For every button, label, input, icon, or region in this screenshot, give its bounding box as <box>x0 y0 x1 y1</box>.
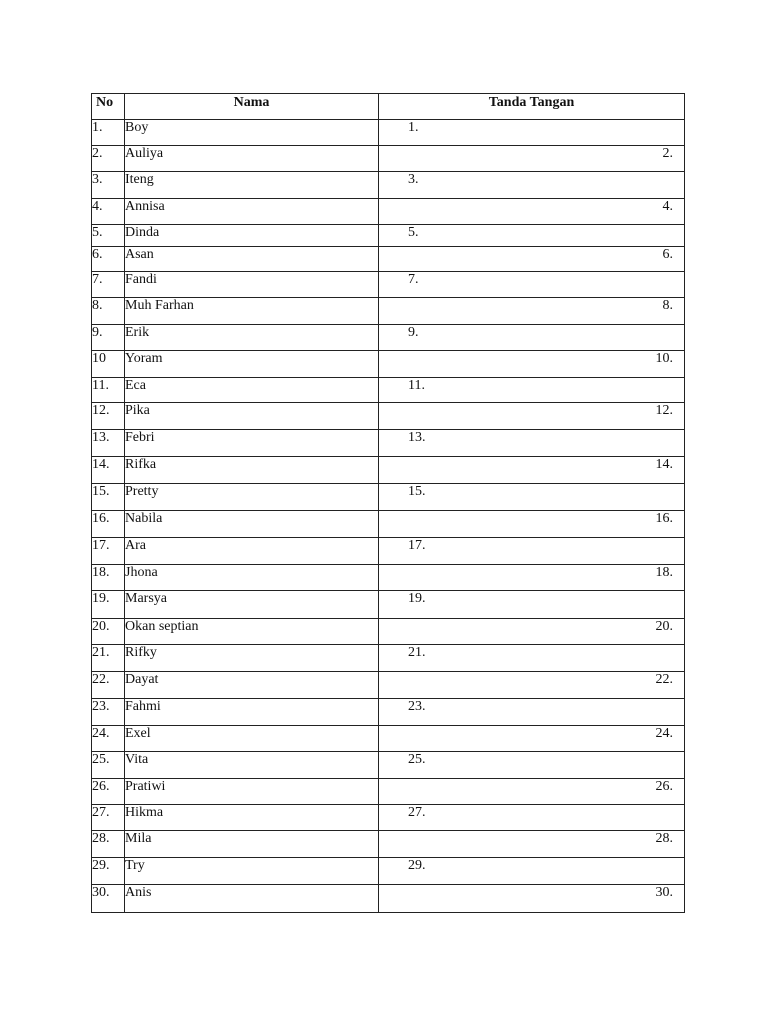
signature-cell[interactable]: 4. <box>379 199 685 225</box>
row-number: 5. <box>92 225 125 247</box>
row-name: Erik <box>125 325 379 351</box>
row-name: Eca <box>125 378 379 403</box>
signature-cell[interactable]: 2. <box>379 146 685 172</box>
table-row <box>92 120 685 146</box>
signature-cell[interactable]: 20. <box>379 619 685 645</box>
row-name: Okan septian <box>125 619 379 645</box>
row-number: 6. <box>92 247 125 272</box>
table-row <box>92 619 685 645</box>
table-row <box>92 805 685 831</box>
signature-cell[interactable]: 23. <box>379 699 685 726</box>
signature-cell[interactable]: 13. <box>379 430 685 457</box>
signature-cell[interactable]: 9. <box>379 325 685 351</box>
signature-cell[interactable]: 18. <box>379 565 685 591</box>
table-row <box>92 831 685 858</box>
row-number: 15. <box>92 484 125 511</box>
row-number: 30. <box>92 885 125 913</box>
table-row <box>92 699 685 726</box>
signature-cell[interactable]: 15. <box>379 484 685 511</box>
row-name: Nabila <box>125 511 379 538</box>
table-row <box>92 591 685 619</box>
row-name: Fandi <box>125 272 379 298</box>
row-name: Auliya <box>125 146 379 172</box>
signature-cell[interactable]: 22. <box>379 672 685 699</box>
row-number: 7. <box>92 272 125 298</box>
row-number: 19. <box>92 591 125 619</box>
row-number: 13. <box>92 430 125 457</box>
row-name: Rifka <box>125 457 379 484</box>
table-row <box>92 484 685 511</box>
table-row <box>92 378 685 403</box>
row-name: Mila <box>125 831 379 858</box>
row-name: Boy <box>125 120 379 146</box>
row-name: Asan <box>125 247 379 272</box>
row-name: Exel <box>125 726 379 752</box>
table-row <box>92 298 685 325</box>
row-name: Annisa <box>125 199 379 225</box>
row-number: 28. <box>92 831 125 858</box>
signature-cell[interactable]: 26. <box>379 779 685 805</box>
signature-cell[interactable]: 30. <box>379 885 685 913</box>
row-number: 14. <box>92 457 125 484</box>
table-row <box>92 225 685 247</box>
table-row <box>92 247 685 272</box>
signature-cell[interactable]: 7. <box>379 272 685 298</box>
row-number: 22. <box>92 672 125 699</box>
signature-cell[interactable]: 10. <box>379 351 685 378</box>
table-row <box>92 672 685 699</box>
signature-cell[interactable]: 25. <box>379 752 685 779</box>
row-number: 12. <box>92 403 125 430</box>
row-name: Yoram <box>125 351 379 378</box>
row-name: Fahmi <box>125 699 379 726</box>
table-row <box>92 199 685 225</box>
row-number: 25. <box>92 752 125 779</box>
signature-cell[interactable]: 5. <box>379 225 685 247</box>
table-row <box>92 430 685 457</box>
row-number: 20. <box>92 619 125 645</box>
table-row <box>92 538 685 565</box>
row-number: 11. <box>92 378 125 403</box>
table-row <box>92 779 685 805</box>
signature-cell[interactable]: 1. <box>379 120 685 146</box>
row-number: 3. <box>92 172 125 199</box>
row-name: Dinda <box>125 225 379 247</box>
table-row <box>92 351 685 378</box>
row-number: 10 <box>92 351 125 378</box>
row-name: Pretty <box>125 484 379 511</box>
table-row <box>92 726 685 752</box>
row-name: Marsya <box>125 591 379 619</box>
row-number: 27. <box>92 805 125 831</box>
table-row <box>92 752 685 779</box>
row-number: 2. <box>92 146 125 172</box>
row-name: Jhona <box>125 565 379 591</box>
row-number: 21. <box>92 645 125 672</box>
row-name: Dayat <box>125 672 379 699</box>
header-no: No <box>92 94 125 120</box>
signature-cell[interactable]: 12. <box>379 403 685 430</box>
row-name: Vita <box>125 752 379 779</box>
header-signature: Tanda Tangan <box>379 94 685 120</box>
signature-cell[interactable]: 27. <box>379 805 685 831</box>
row-name: Pika <box>125 403 379 430</box>
table-row <box>92 885 685 913</box>
table-row <box>92 565 685 591</box>
row-number: 1. <box>92 120 125 146</box>
table-row <box>92 325 685 351</box>
table-row <box>92 272 685 298</box>
signature-cell[interactable]: 24. <box>379 726 685 752</box>
row-number: 24. <box>92 726 125 752</box>
table-row <box>92 858 685 885</box>
row-number: 18. <box>92 565 125 591</box>
row-name: Rifky <box>125 645 379 672</box>
signature-cell[interactable]: 21. <box>379 645 685 672</box>
table-header <box>92 94 685 120</box>
table-row <box>92 146 685 172</box>
row-number: 29. <box>92 858 125 885</box>
row-number: 17. <box>92 538 125 565</box>
signature-cell[interactable]: 3. <box>379 172 685 199</box>
row-name: Try <box>125 858 379 885</box>
attendance-table <box>91 93 685 913</box>
header-row <box>92 94 685 120</box>
row-name: Pratiwi <box>125 779 379 805</box>
row-name: Anis <box>125 885 379 913</box>
signature-cell[interactable]: 29. <box>379 858 685 885</box>
signature-cell[interactable]: 14. <box>379 457 685 484</box>
signature-cell[interactable]: 11. <box>379 378 685 403</box>
row-number: 9. <box>92 325 125 351</box>
row-name: Hikma <box>125 805 379 831</box>
table-row <box>92 403 685 430</box>
row-number: 16. <box>92 511 125 538</box>
row-name: Muh Farhan <box>125 298 379 325</box>
table-body <box>92 120 685 913</box>
signature-cell[interactable]: 8. <box>379 298 685 325</box>
table-row <box>92 457 685 484</box>
table-row <box>92 172 685 199</box>
signature-cell[interactable]: 16. <box>379 511 685 538</box>
row-name: Febri <box>125 430 379 457</box>
row-number: 4. <box>92 199 125 225</box>
table-row <box>92 511 685 538</box>
row-name: Ara <box>125 538 379 565</box>
row-number: 26. <box>92 779 125 805</box>
signature-cell[interactable]: 28. <box>379 831 685 858</box>
row-number: 8. <box>92 298 125 325</box>
row-number: 23. <box>92 699 125 726</box>
signature-cell[interactable]: 19. <box>379 591 685 619</box>
table-row <box>92 645 685 672</box>
signature-cell[interactable]: 17. <box>379 538 685 565</box>
signature-cell[interactable]: 6. <box>379 247 685 272</box>
header-name: Nama <box>125 94 379 120</box>
row-name: Iteng <box>125 172 379 199</box>
